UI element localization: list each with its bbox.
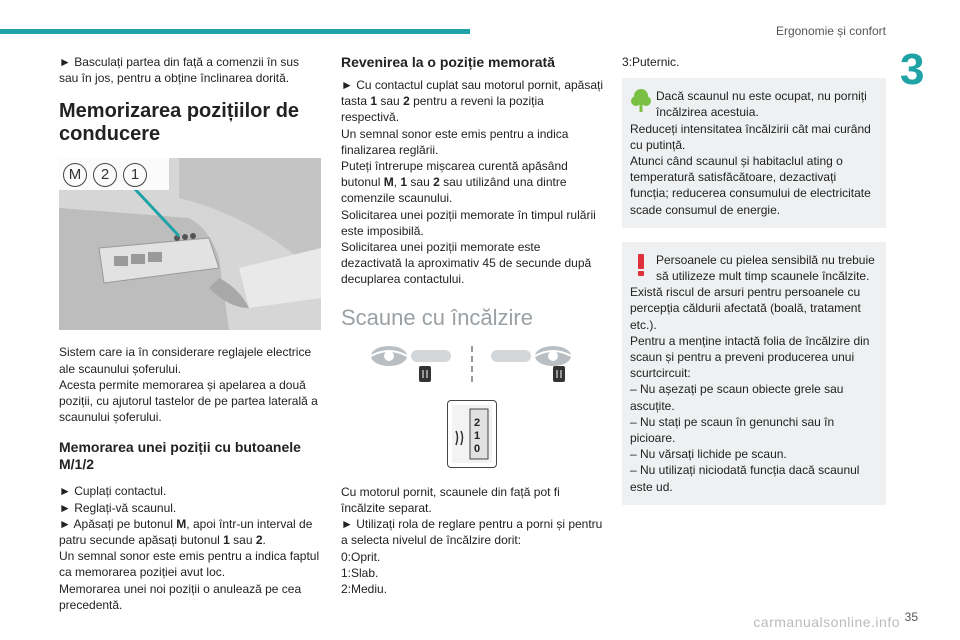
beep-note: Un semnal sonor este emis pentru a indica faptul ca memorarea poziției avut loc.: [59, 549, 320, 580]
seat-controls-photo: [59, 158, 321, 330]
step-return: ► Cu contactul cuplat sau motorul pornit, apăsați tasta 1 sau 2 pentru a reveni la poziția respectivă.: [341, 78, 604, 125]
level-2: 2:Mediu.: [341, 582, 388, 597]
level-1: 1:Slab.: [341, 565, 379, 580]
label-2: 2: [93, 163, 117, 187]
divider-line: [471, 346, 473, 382]
warning-box: [622, 242, 886, 505]
overwrite-note: Memorarea unei noi poziții o anulează pe cea precedentă.: [59, 581, 302, 612]
eco-line-2: Reduceți intensitatea încălzirii cât mai curând cu putință.: [630, 121, 871, 152]
step-ignition: ► Cuplați contactul.: [59, 484, 167, 499]
column-right: [622, 54, 886, 519]
label-1: 1: [123, 163, 147, 187]
interrupt-note: Puteți întrerupe mișcarea curentă apăsând butonul M, 1 sau 2 sau utilizând una dintre comenzile scaunului.: [341, 159, 568, 206]
eco-line-1: Dacă scaunul nu este ocupat, nu porniți încălzirea acestuia.: [656, 89, 867, 120]
top-accent-bar: [0, 29, 470, 34]
step-adjust: ► Reglați-vă scaunul.: [59, 500, 177, 515]
dial-number-2: 2: [474, 416, 481, 429]
label-m: M: [63, 163, 87, 187]
warn-bullet-4: – Nu utilizați niciodată funcția dacă scaunul este ud.: [630, 463, 860, 494]
heated-intro: Cu motorul pornit, scaunele din față pot fi încălzite separat.: [341, 484, 560, 516]
eco-note-box: [622, 78, 886, 228]
eco-line-3: Atunci când scaunul și habitaclul ating o temperatură satisfăcătoare, dezactivați funcția; reducerea consumului de electricitate scade consumul de energie.: [630, 154, 871, 217]
steering-seat-left-icon: [367, 342, 457, 386]
step-press-buttons: ► Apăsați pe butonul M, apoi într-un interval de patru secunde apăsați butonul 1 sau 2.: [59, 516, 313, 548]
page-number: 35: [904, 610, 918, 624]
column-left: [59, 54, 321, 613]
heading-heated-seats: Scaune cu încălzire: [341, 304, 533, 330]
leaf-tree-icon: [630, 88, 652, 114]
warn-line-2: Există riscul de arsuri pentru persoanele cu percepția căldurii afectată (boală, tratament etc.).: [630, 285, 861, 332]
steering-seat-right-icon: [487, 342, 577, 386]
level-0: 0:Oprit.: [341, 549, 381, 564]
return-beep: Un semnal sonor este emis pentru a indica finalizarea reglării.: [341, 126, 569, 157]
warn-bullet-1: – Nu așezați pe scaun obiecte grele sau ascuțite.: [630, 382, 844, 413]
intro-instruction: ► Basculați partea din față a comenzii în sus sau în jos, pentru a obține înclinarea dorită.: [59, 55, 299, 86]
heading-memorize-positions: Memorizarea pozițiilor de conducere: [59, 100, 300, 146]
heating-dial-icon: [447, 400, 497, 468]
system-description: Sistem care ia în considerare reglajele electrice ale scaunului șoferului.: [59, 345, 312, 376]
memorize-description: Acesta permite memorarea și apelarea a două poziții, cu ajutorul tastelor de pe partea laterală a scaunului șoferului.: [59, 377, 318, 425]
subheading-buttons: Memorarea unei poziții cu butoanele M/1/2: [59, 439, 301, 473]
heated-step: ► Utilizați rola de reglare pentru a porni și pentru a selecta nivelul de încălzire dorit:: [341, 517, 603, 548]
heated-seat-icons: [341, 342, 603, 386]
section-title: Ergonomie și confort: [775, 24, 886, 38]
watermark: carmanualsonline.info: [753, 614, 900, 630]
dial-number-0: 0: [474, 442, 481, 455]
column-middle: [341, 54, 603, 597]
exclamation-icon: [630, 252, 652, 278]
driving-restriction: Solicitarea unei poziții memorate în timpul rulării este imposibilă.: [341, 207, 596, 238]
warn-bullet-3: – Nu vărsați lichide pe scaun.: [630, 447, 787, 462]
dial-number-1: 1: [474, 429, 481, 442]
warn-line-1: Persoanele cu pielea sensibilă nu trebuie să utilizeze mult timp scaunele încălzite.: [656, 252, 875, 284]
timeout-note: Solicitarea unei poziții memorate este dezactivată la aproximativ 45 de secunde după decuplarea contactului.: [341, 240, 592, 287]
warn-line-3: Pentru a menține intactă folia de încălzire din scaun și pentru a preveni producerea unui scurtcircuit:: [630, 333, 870, 381]
warn-bullet-2: – Nu stați pe scaun în genunchi sau în picioare.: [630, 414, 835, 446]
memory-button-labels: [63, 163, 147, 187]
chapter-number: 3: [900, 45, 925, 94]
heading-return-position: Revenirea la o poziție memorată: [341, 54, 555, 70]
level-3: 3:Puternic.: [622, 55, 680, 69]
